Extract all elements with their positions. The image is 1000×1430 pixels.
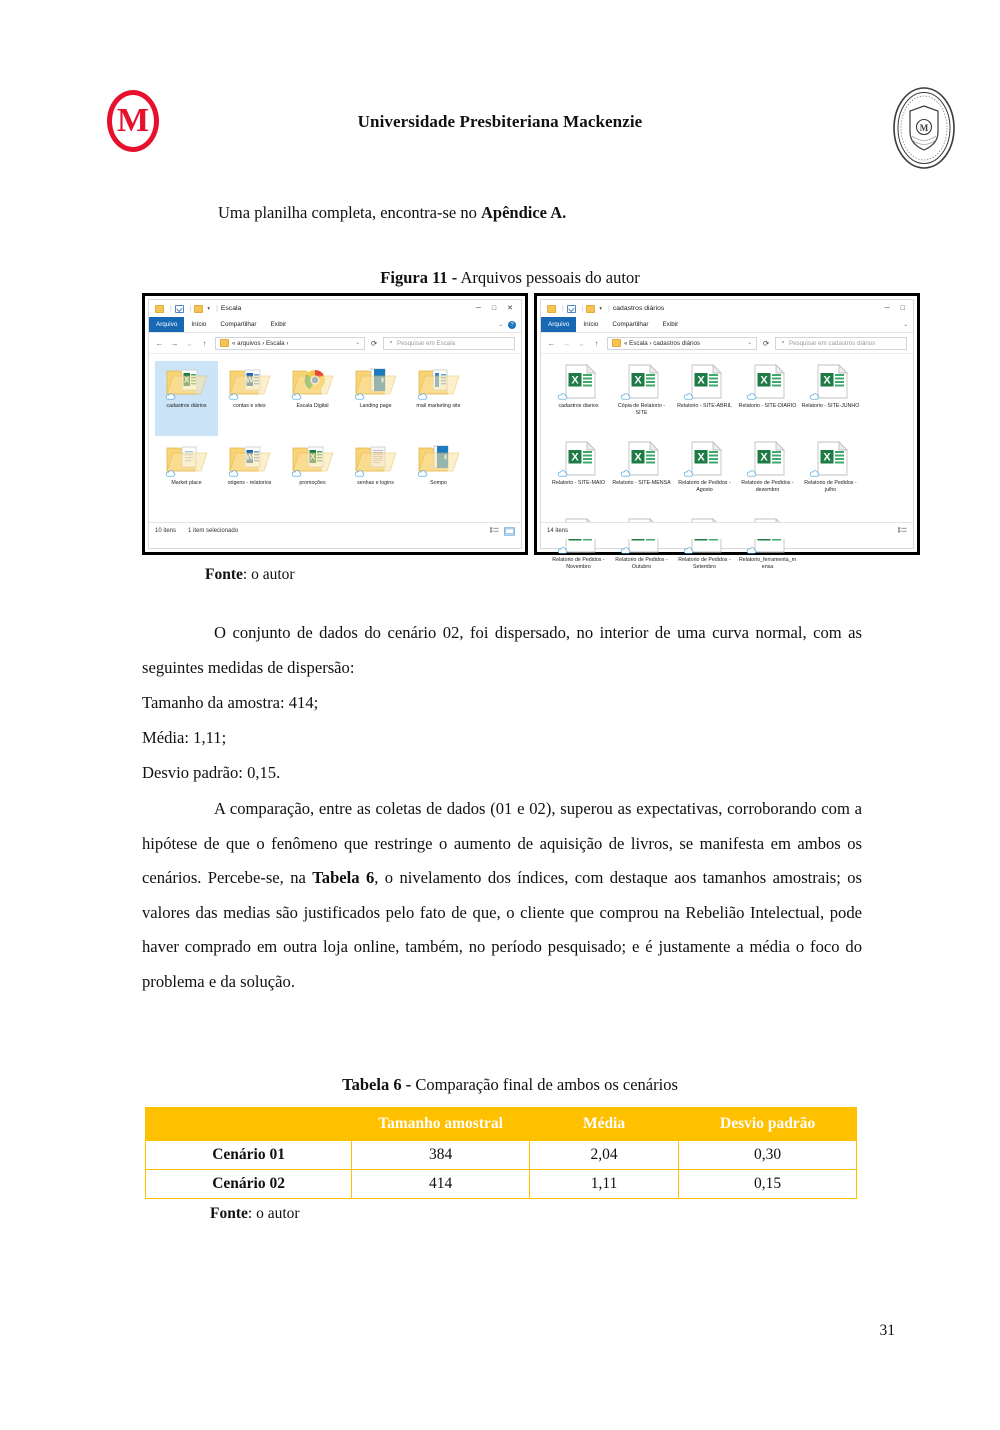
- table-cell: 0,15: [679, 1170, 857, 1199]
- excel-file-icon: [557, 364, 601, 400]
- intro-text: Uma planilha completa, encontra-se no: [218, 203, 481, 222]
- onedrive-cloud-icon: [809, 393, 820, 400]
- folder-word-blue-icon: [228, 441, 272, 477]
- file-item-label: Relatorio de Pedidos - Outubro: [615, 557, 668, 571]
- file-grid-right: [547, 361, 907, 592]
- file-item[interactable]: [673, 361, 736, 436]
- intro-bold: Apêndice A.: [481, 203, 567, 222]
- onedrive-cloud-icon: [683, 393, 694, 400]
- file-item-label: Market place: [171, 480, 202, 486]
- file-item-label: cadastros diarios: [558, 403, 599, 409]
- seal-svg: [888, 84, 960, 172]
- search-placeholder: Pesquisar em Escala: [396, 339, 456, 347]
- folder-excel-icon: [291, 441, 335, 477]
- document-header: [0, 78, 1000, 150]
- file-list-left: [149, 353, 521, 539]
- explorer-window-body-right: [540, 299, 914, 571]
- comparison-table: [145, 1107, 857, 1199]
- onedrive-cloud-icon: [557, 547, 568, 554]
- file-item-label: Relatorio - SITE-DIARIO: [738, 403, 797, 409]
- folder-icon: [547, 305, 556, 313]
- tab-arquivo[interactable]: Arquivo: [149, 317, 184, 332]
- up-icon[interactable]: ↑: [202, 338, 207, 348]
- recent-locations-icon[interactable]: ⌄: [578, 338, 585, 348]
- file-item-label: Sompo: [430, 480, 447, 486]
- folder-chrome-icon: [291, 364, 335, 400]
- svg-text:X: X: [633, 451, 642, 464]
- table-caption-text: Comparação final de ambos os cenários: [411, 1075, 678, 1094]
- tab-arquivo[interactable]: Arquivo: [541, 317, 576, 332]
- titlebar-sep: |: [170, 305, 172, 312]
- onedrive-cloud-icon: [746, 393, 757, 400]
- onedrive-cloud-icon: [557, 393, 568, 400]
- titlebar-right: [541, 300, 913, 317]
- search-icon: ⌕: [781, 339, 785, 346]
- table-row: [146, 1141, 857, 1170]
- file-item-label: promoções: [299, 480, 326, 486]
- file-item-label: Relatorio - SITE-ABRIL: [677, 403, 732, 409]
- file-list-right: [541, 353, 913, 571]
- explorer-window-escala: [142, 293, 528, 555]
- ribbon-right-left: [498, 317, 521, 332]
- onedrive-cloud-icon: [417, 470, 428, 477]
- column-header-3: Desvio padrão: [679, 1108, 857, 1141]
- column-header-2: Média: [529, 1108, 678, 1141]
- forward-icon[interactable]: →: [170, 338, 179, 348]
- list-line-1: Tamanho da amostra: 414;: [142, 693, 319, 712]
- file-item-label: senhas e logins: [357, 480, 394, 486]
- table-source-label: Fonte: [210, 1205, 248, 1222]
- view-switcher-right: [898, 527, 907, 535]
- file-item[interactable]: [407, 361, 470, 436]
- column-header-0: [146, 1108, 352, 1141]
- paragraph-2-part2: , o nivelamento dos índices, com destaque aos tamanhos amostrais; os valores das medias são justificados pelo fato de que, o cliente que comprou na Rebelião Intelectual, pode haver comprado em outra loja online, também, no período pesquisado; e é justamente a média o foco do problema e da solução.: [142, 868, 862, 991]
- help-icon[interactable]: ?: [508, 321, 516, 329]
- table-source-text: : o autor: [247, 1205, 300, 1222]
- folder-book-icon: [417, 441, 461, 477]
- tab-compartilhar[interactable]: Compartilhar: [220, 321, 257, 328]
- file-item-label: cadastros diários: [166, 403, 207, 409]
- properties-icon[interactable]: [175, 305, 184, 313]
- folder-icon: [155, 305, 164, 313]
- file-item-label: Relatorio - SITE-MENSA: [612, 480, 671, 486]
- file-item[interactable]: [610, 361, 673, 436]
- table-cell: 384: [352, 1141, 530, 1170]
- onedrive-cloud-icon: [746, 470, 757, 477]
- forward-icon[interactable]: →: [562, 338, 571, 348]
- onedrive-cloud-icon: [291, 393, 302, 400]
- status-bar-right: [541, 522, 913, 539]
- search-icon: ⌕: [389, 339, 393, 346]
- titlebar-sep: |: [562, 305, 564, 312]
- figure-source-text: : o autor: [242, 566, 295, 583]
- chevron-down-icon[interactable]: ▾: [207, 305, 211, 312]
- chevron-down-icon[interactable]: ⌄: [903, 321, 908, 328]
- chevron-down-icon[interactable]: ⌄: [355, 340, 360, 346]
- onedrive-cloud-icon: [228, 393, 239, 400]
- folder-icon: [612, 339, 621, 347]
- file-item-label: Relatorio de Pedidos - Setembro: [678, 557, 731, 571]
- table-row-header: Cenário 01: [146, 1141, 352, 1170]
- tab-exibir[interactable]: Exibir: [662, 321, 679, 328]
- file-item-label: Relatorio de Pedidos - Agosto: [678, 480, 731, 494]
- properties-icon[interactable]: [567, 305, 576, 313]
- titlebar-sep-3: |: [608, 305, 610, 312]
- table-source: [210, 1205, 300, 1223]
- new-folder-icon[interactable]: [194, 305, 203, 313]
- onedrive-cloud-icon: [165, 393, 176, 400]
- chevron-down-icon[interactable]: ⌄: [498, 321, 503, 328]
- window-title-left: Escala: [220, 305, 242, 312]
- search-input[interactable]: [383, 337, 515, 350]
- table-cell: 414: [352, 1170, 530, 1199]
- excel-file-icon: [620, 441, 664, 477]
- file-item[interactable]: [281, 438, 344, 513]
- list-line-2: Média: 1,11;: [142, 728, 227, 747]
- page-title: Universidade Presbiteriana Mackenzie: [357, 112, 643, 131]
- file-item[interactable]: [736, 438, 799, 513]
- onedrive-cloud-icon: [228, 470, 239, 477]
- maximize-button[interactable]: □: [491, 305, 497, 312]
- ribbon-tabs-right: [541, 317, 913, 333]
- new-folder-icon[interactable]: [586, 305, 595, 313]
- table-row-header: Cenário 02: [146, 1170, 352, 1199]
- folder-book-icon: [354, 364, 398, 400]
- file-item-label: Relatorio de Pedidos - Novembro: [552, 557, 605, 571]
- table-head: [146, 1108, 857, 1141]
- svg-text:X: X: [822, 451, 831, 464]
- svg-text:M: M: [919, 123, 929, 133]
- file-item-label: contas e sites: [233, 403, 266, 409]
- onedrive-cloud-icon: [683, 547, 694, 554]
- list-view-icon[interactable]: [490, 527, 499, 535]
- breadcrumb-path: « Escala › cadastros diários: [624, 339, 701, 347]
- tab-inicio[interactable]: Início: [583, 321, 599, 328]
- table-caption-label: Tabela 6 -: [342, 1075, 412, 1094]
- excel-file-icon: [809, 364, 853, 400]
- file-item[interactable]: [344, 361, 407, 436]
- logo-letter: M: [116, 102, 150, 139]
- paragraph-2: [142, 792, 862, 1000]
- folder-excel-icon: [165, 364, 209, 400]
- titlebar-left: [149, 300, 521, 317]
- minimize-button[interactable]: ─: [884, 305, 890, 312]
- page-number: 31: [879, 1322, 895, 1339]
- onedrive-cloud-icon: [291, 470, 302, 477]
- excel-file-icon: [809, 441, 853, 477]
- file-item[interactable]: [218, 361, 281, 436]
- tab-inicio[interactable]: Início: [191, 321, 207, 328]
- file-item[interactable]: [610, 438, 673, 513]
- file-item-label: Relatorio - SITE-MAIO: [552, 480, 605, 486]
- table-cell: 1,11: [529, 1170, 678, 1199]
- onedrive-cloud-icon: [620, 470, 631, 477]
- table-row: [146, 1170, 857, 1199]
- figure-source-label: Fonte: [205, 566, 243, 583]
- svg-text:X: X: [696, 451, 705, 464]
- table-cell: 0,30: [679, 1141, 857, 1170]
- excel-file-icon: [683, 441, 727, 477]
- file-item[interactable]: [799, 438, 862, 513]
- list-view-icon[interactable]: [898, 527, 907, 535]
- folder-doc-icon: [165, 441, 209, 477]
- file-item[interactable]: [799, 361, 862, 436]
- table-caption: [140, 1075, 880, 1095]
- intro-sentence: [218, 200, 918, 226]
- explorer-window-body-left: [148, 299, 522, 549]
- table-cell: 2,04: [529, 1141, 678, 1170]
- file-item[interactable]: [344, 438, 407, 513]
- svg-text:X: X: [759, 451, 768, 464]
- file-item[interactable]: [407, 438, 470, 513]
- svg-text:X: X: [759, 374, 768, 387]
- excel-file-icon: [683, 364, 727, 400]
- search-input[interactable]: [775, 337, 907, 350]
- recent-locations-icon[interactable]: ⌄: [186, 338, 193, 348]
- address-bar-right: [541, 333, 913, 353]
- excel-file-icon: [557, 441, 601, 477]
- minimize-button[interactable]: ─: [475, 305, 481, 312]
- folder-text-icon: [354, 441, 398, 477]
- svg-text:X: X: [822, 374, 831, 387]
- excel-file-icon: [746, 441, 790, 477]
- table-header-row: [146, 1108, 857, 1141]
- status-item-count: 14 itens: [547, 528, 569, 534]
- view-switcher-left: [490, 527, 515, 536]
- file-item-label: origens - relatorios: [227, 480, 272, 486]
- refresh-icon[interactable]: ⟳: [763, 338, 770, 348]
- onedrive-cloud-icon: [165, 470, 176, 477]
- folder-word-icon: [228, 364, 272, 400]
- file-item[interactable]: [547, 438, 610, 513]
- svg-text:X: X: [570, 451, 579, 464]
- paragraph-2-table-ref: Tabela 6: [312, 868, 375, 888]
- figure-caption-text: Arquivos pessoais do autor: [457, 268, 640, 287]
- onedrive-cloud-icon: [809, 470, 820, 477]
- svg-text:X: X: [696, 374, 705, 387]
- window-controls-right: [885, 305, 911, 312]
- refresh-icon[interactable]: ⟳: [371, 338, 378, 348]
- ribbon-right-right: [903, 317, 913, 332]
- onedrive-cloud-icon: [620, 547, 631, 554]
- window-controls-left: [476, 305, 519, 312]
- large-icons-view-icon[interactable]: [504, 527, 515, 536]
- onedrive-cloud-icon: [354, 470, 365, 477]
- back-icon[interactable]: ←: [547, 338, 556, 348]
- close-button[interactable]: ✕: [507, 305, 513, 312]
- folder-docs-icon: [417, 364, 461, 400]
- breadcrumb-path: « arquivos › Escala ›: [232, 339, 289, 347]
- excel-file-icon: [746, 364, 790, 400]
- onedrive-cloud-icon: [354, 393, 365, 400]
- file-item[interactable]: [155, 438, 218, 513]
- address-bar-left: [149, 333, 521, 353]
- onedrive-cloud-icon: [746, 547, 757, 554]
- figure-caption: [140, 268, 880, 288]
- file-item[interactable]: [736, 361, 799, 436]
- status-item-count: 10 itens: [155, 528, 177, 534]
- maximize-button[interactable]: □: [900, 305, 905, 312]
- status-selection: 1 item selecionado: [188, 528, 239, 534]
- search-placeholder: Pesquisar em cadastros diários: [788, 339, 876, 347]
- column-header-1: Tamanho amostral: [352, 1108, 530, 1141]
- file-item-label: mail marketing site: [416, 403, 461, 409]
- list-line-3: Desvio padrão: 0,15.: [142, 763, 281, 782]
- table-body: [146, 1141, 857, 1199]
- file-grid-left: [155, 361, 515, 515]
- tab-exibir[interactable]: Exibir: [270, 321, 287, 328]
- explorer-window-cadastros: [534, 293, 920, 571]
- back-icon[interactable]: ←: [155, 338, 164, 348]
- breadcrumb[interactable]: [215, 337, 365, 350]
- window-title-right: cadastros diários: [612, 305, 665, 312]
- titlebar-sep-3: |: [216, 305, 218, 312]
- chevron-down-icon[interactable]: ▾: [599, 305, 603, 312]
- file-item-label: Relatorio - SITE-JUNHO: [801, 403, 860, 409]
- breadcrumb[interactable]: [607, 337, 757, 350]
- onedrive-cloud-icon: [417, 393, 428, 400]
- svg-text:X: X: [570, 374, 579, 387]
- tab-compartilhar[interactable]: Compartilhar: [612, 321, 649, 328]
- titlebar-sep-2: |: [189, 305, 192, 312]
- up-icon[interactable]: ↑: [594, 338, 599, 348]
- file-item[interactable]: [673, 438, 736, 513]
- file-item-label: Relatorio_ferramenta_mensa: [738, 557, 797, 571]
- file-item-label: Landing page: [359, 403, 392, 409]
- titlebar-sep-2: |: [581, 305, 584, 312]
- onedrive-cloud-icon: [557, 470, 568, 477]
- status-bar-left: [149, 522, 521, 539]
- folder-icon: [220, 339, 229, 347]
- excel-file-icon: [620, 364, 664, 400]
- file-item-label: Relatorio de Pedidos - julho: [804, 480, 857, 494]
- file-item-label: Escala Digital: [296, 403, 329, 409]
- university-seal: [888, 84, 960, 172]
- file-item[interactable]: [218, 438, 281, 513]
- onedrive-cloud-icon: [620, 393, 631, 400]
- file-item-label: Cópia de Relatorio - SITE: [617, 403, 666, 417]
- onedrive-cloud-icon: [683, 470, 694, 477]
- file-item[interactable]: [547, 361, 610, 436]
- file-item[interactable]: [155, 361, 218, 436]
- figure-image: [142, 293, 920, 571]
- ribbon-tabs-left: [149, 317, 521, 333]
- svg-text:X: X: [633, 374, 642, 387]
- figure-caption-label: Figura 11 -: [380, 268, 458, 287]
- paragraph-1: O conjunto de dados do cenário 02, foi dispersado, no interior de uma curva normal, com as seguintes medidas de dispersão:: [142, 623, 862, 677]
- chevron-down-icon[interactable]: ⌄: [747, 340, 752, 346]
- paragraph-2-part1: A comparação, entre as coletas de dados (01 e 02), superou as expectativas, corroborando com a hipótese de que o fenômeno que restringe o aumento de aquisição de livros, se manifesta em ambos os cenários. Percebe-se, na: [142, 799, 862, 888]
- figure-source: [205, 566, 295, 584]
- file-item[interactable]: [281, 361, 344, 436]
- file-item-label: Relatorio de Pedidos - dezembro: [741, 480, 794, 494]
